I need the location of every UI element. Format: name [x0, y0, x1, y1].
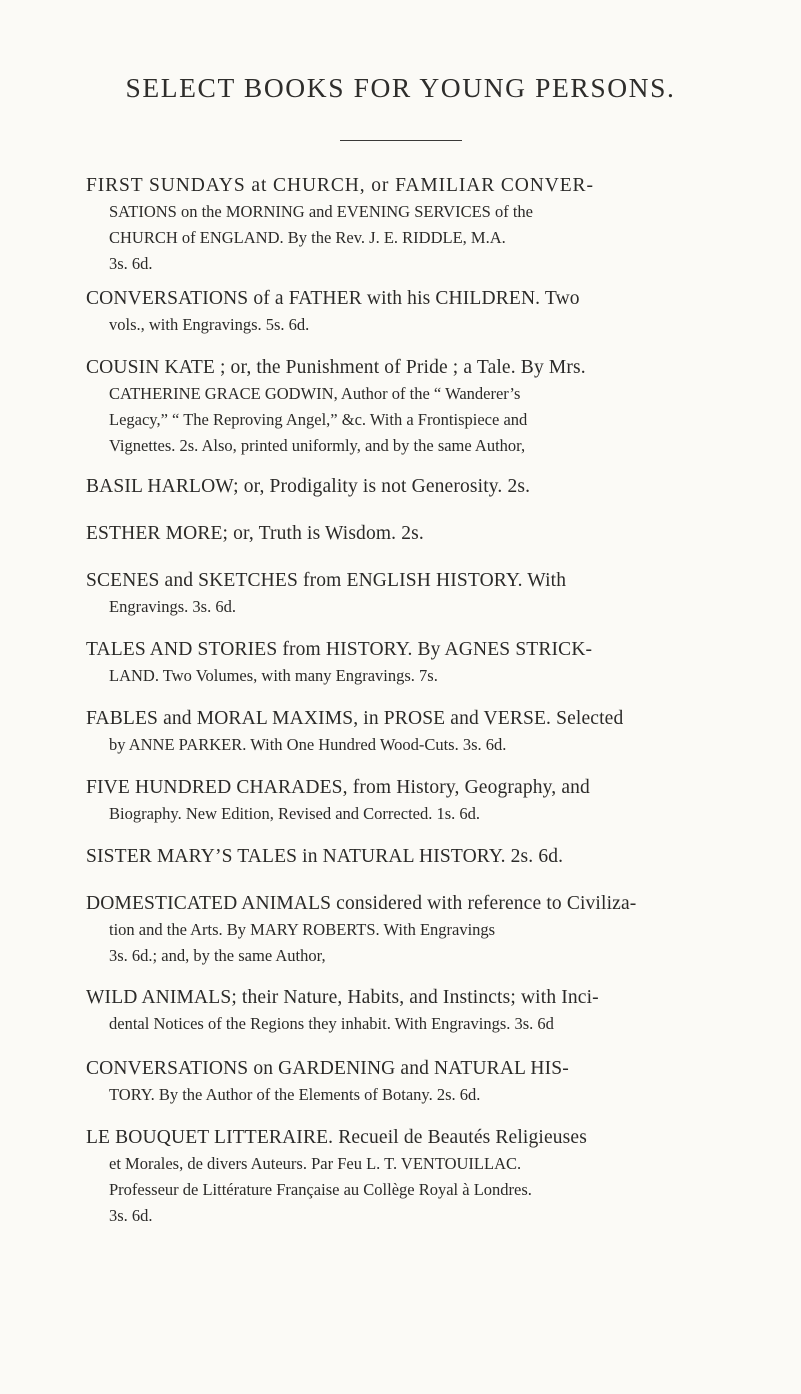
book-entry-sister-marys-tales: [86, 844, 766, 870]
entry-line: tion and the Arts. By MARY ROBERTS. With Engravings: [109, 920, 496, 939]
book-entry-five-hundred-charades: [86, 775, 766, 827]
entry-line: CATHERINE GRACE GODWIN, Author of the “ Wanderer’s: [109, 384, 521, 403]
book-entry-cousin-kate: [86, 355, 766, 459]
book-entry-tales-and-stories: [86, 637, 766, 689]
entry-line: 3s. 6d.; and, by the same Author,: [109, 946, 326, 965]
entry-line: by ANNE PARKER. With One Hundred Wood-Cuts. 3s. 6d.: [109, 735, 507, 754]
entry-line: SATIONS on the MORNING and EVENING SERVICES of the: [109, 202, 533, 221]
entry-line: vols., with Engravings. 5s. 6d.: [109, 315, 310, 334]
entry-line: LE BOUQUET LITTERAIRE. Recueil de Beautés Religieuses: [86, 1127, 587, 1148]
page-heading: SELECT BOOKS FOR YOUNG PERSONS.: [125, 72, 676, 103]
entry-line: FIVE HUNDRED CHARADES, from History, Geography, and: [86, 777, 590, 798]
entry-line: ESTHER MORE; or, Truth is Wisdom. 2s.: [86, 523, 424, 544]
entry-line: dental Notices of the Regions they inhabit. With Engravings. 3s. 6d: [109, 1014, 554, 1033]
entry-line: Biography. New Edition, Revised and Corrected. 1s. 6d.: [109, 804, 481, 823]
entry-line: CONVERSATIONS on GARDENING and NATURAL HIS-: [86, 1058, 569, 1079]
entry-line: TALES AND STORIES from HISTORY. By AGNES STRICK-: [86, 639, 593, 660]
entry-line: COUSIN KATE ; or, the Punishment of Pride ; a Tale. By Mrs.: [86, 357, 586, 378]
book-entry-first-sundays: [86, 173, 766, 277]
book-entry-le-bouquet-litteraire: [86, 1125, 766, 1229]
entry-line: CHURCH of ENGLAND. By the Rev. J. E. RIDDLE, M.A.: [109, 228, 506, 247]
book-entry-esther-more: [86, 521, 766, 547]
entry-line: 3s. 6d.: [109, 254, 153, 273]
book-entry-wild-animals: [86, 985, 766, 1037]
entry-line: Engravings. 3s. 6d.: [109, 597, 236, 616]
entry-line: Professeur de Littérature Française au Collège Royal à Londres.: [109, 1180, 532, 1199]
book-entry-conversations-of-a-father: [86, 286, 766, 338]
book-entry-domesticated-animals: [86, 891, 766, 969]
book-entry-fables-and-moral-maxims: [86, 706, 766, 758]
entry-line: et Morales, de divers Auteurs. Par Feu L. T. VENTOUILLAC.: [109, 1154, 522, 1173]
book-entry-basil-harlow: [86, 474, 766, 500]
entry-line: FABLES and MORAL MAXIMS, in PROSE and VERSE. Selected: [86, 708, 624, 729]
heading-rule: [340, 140, 462, 141]
entry-line: WILD ANIMALS; their Nature, Habits, and Instincts; with Inci-: [86, 987, 599, 1008]
entry-line: FIRST SUNDAYS at CHURCH, or FAMILIAR CONVER-: [86, 175, 594, 196]
entry-line: SISTER MARY’S TALES in NATURAL HISTORY. 2s. 6d.: [86, 846, 564, 867]
entry-line: Legacy,” “ The Reproving Angel,” &c. With a Frontispiece and: [109, 410, 528, 429]
entry-line: CONVERSATIONS of a FATHER with his CHILDREN. Two: [86, 288, 580, 309]
entry-line: BASIL HARLOW; or, Prodigality is not Generosity. 2s.: [86, 476, 531, 497]
book-entry-conversations-on-gardening: [86, 1056, 766, 1108]
entry-line: SCENES and SKETCHES from ENGLISH HISTORY. With: [86, 570, 567, 591]
entry-line: 3s. 6d.: [109, 1206, 153, 1225]
entry-line: LAND. Two Volumes, with many Engravings. 7s.: [109, 666, 438, 685]
entry-line: TORY. By the Author of the Elements of Botany. 2s. 6d.: [109, 1085, 481, 1104]
entry-line: DOMESTICATED ANIMALS considered with reference to Civiliza-: [86, 893, 637, 914]
book-entry-scenes-and-sketches: [86, 568, 766, 620]
entry-line: Vignettes. 2s. Also, printed uniformly, and by the same Author,: [109, 436, 526, 455]
